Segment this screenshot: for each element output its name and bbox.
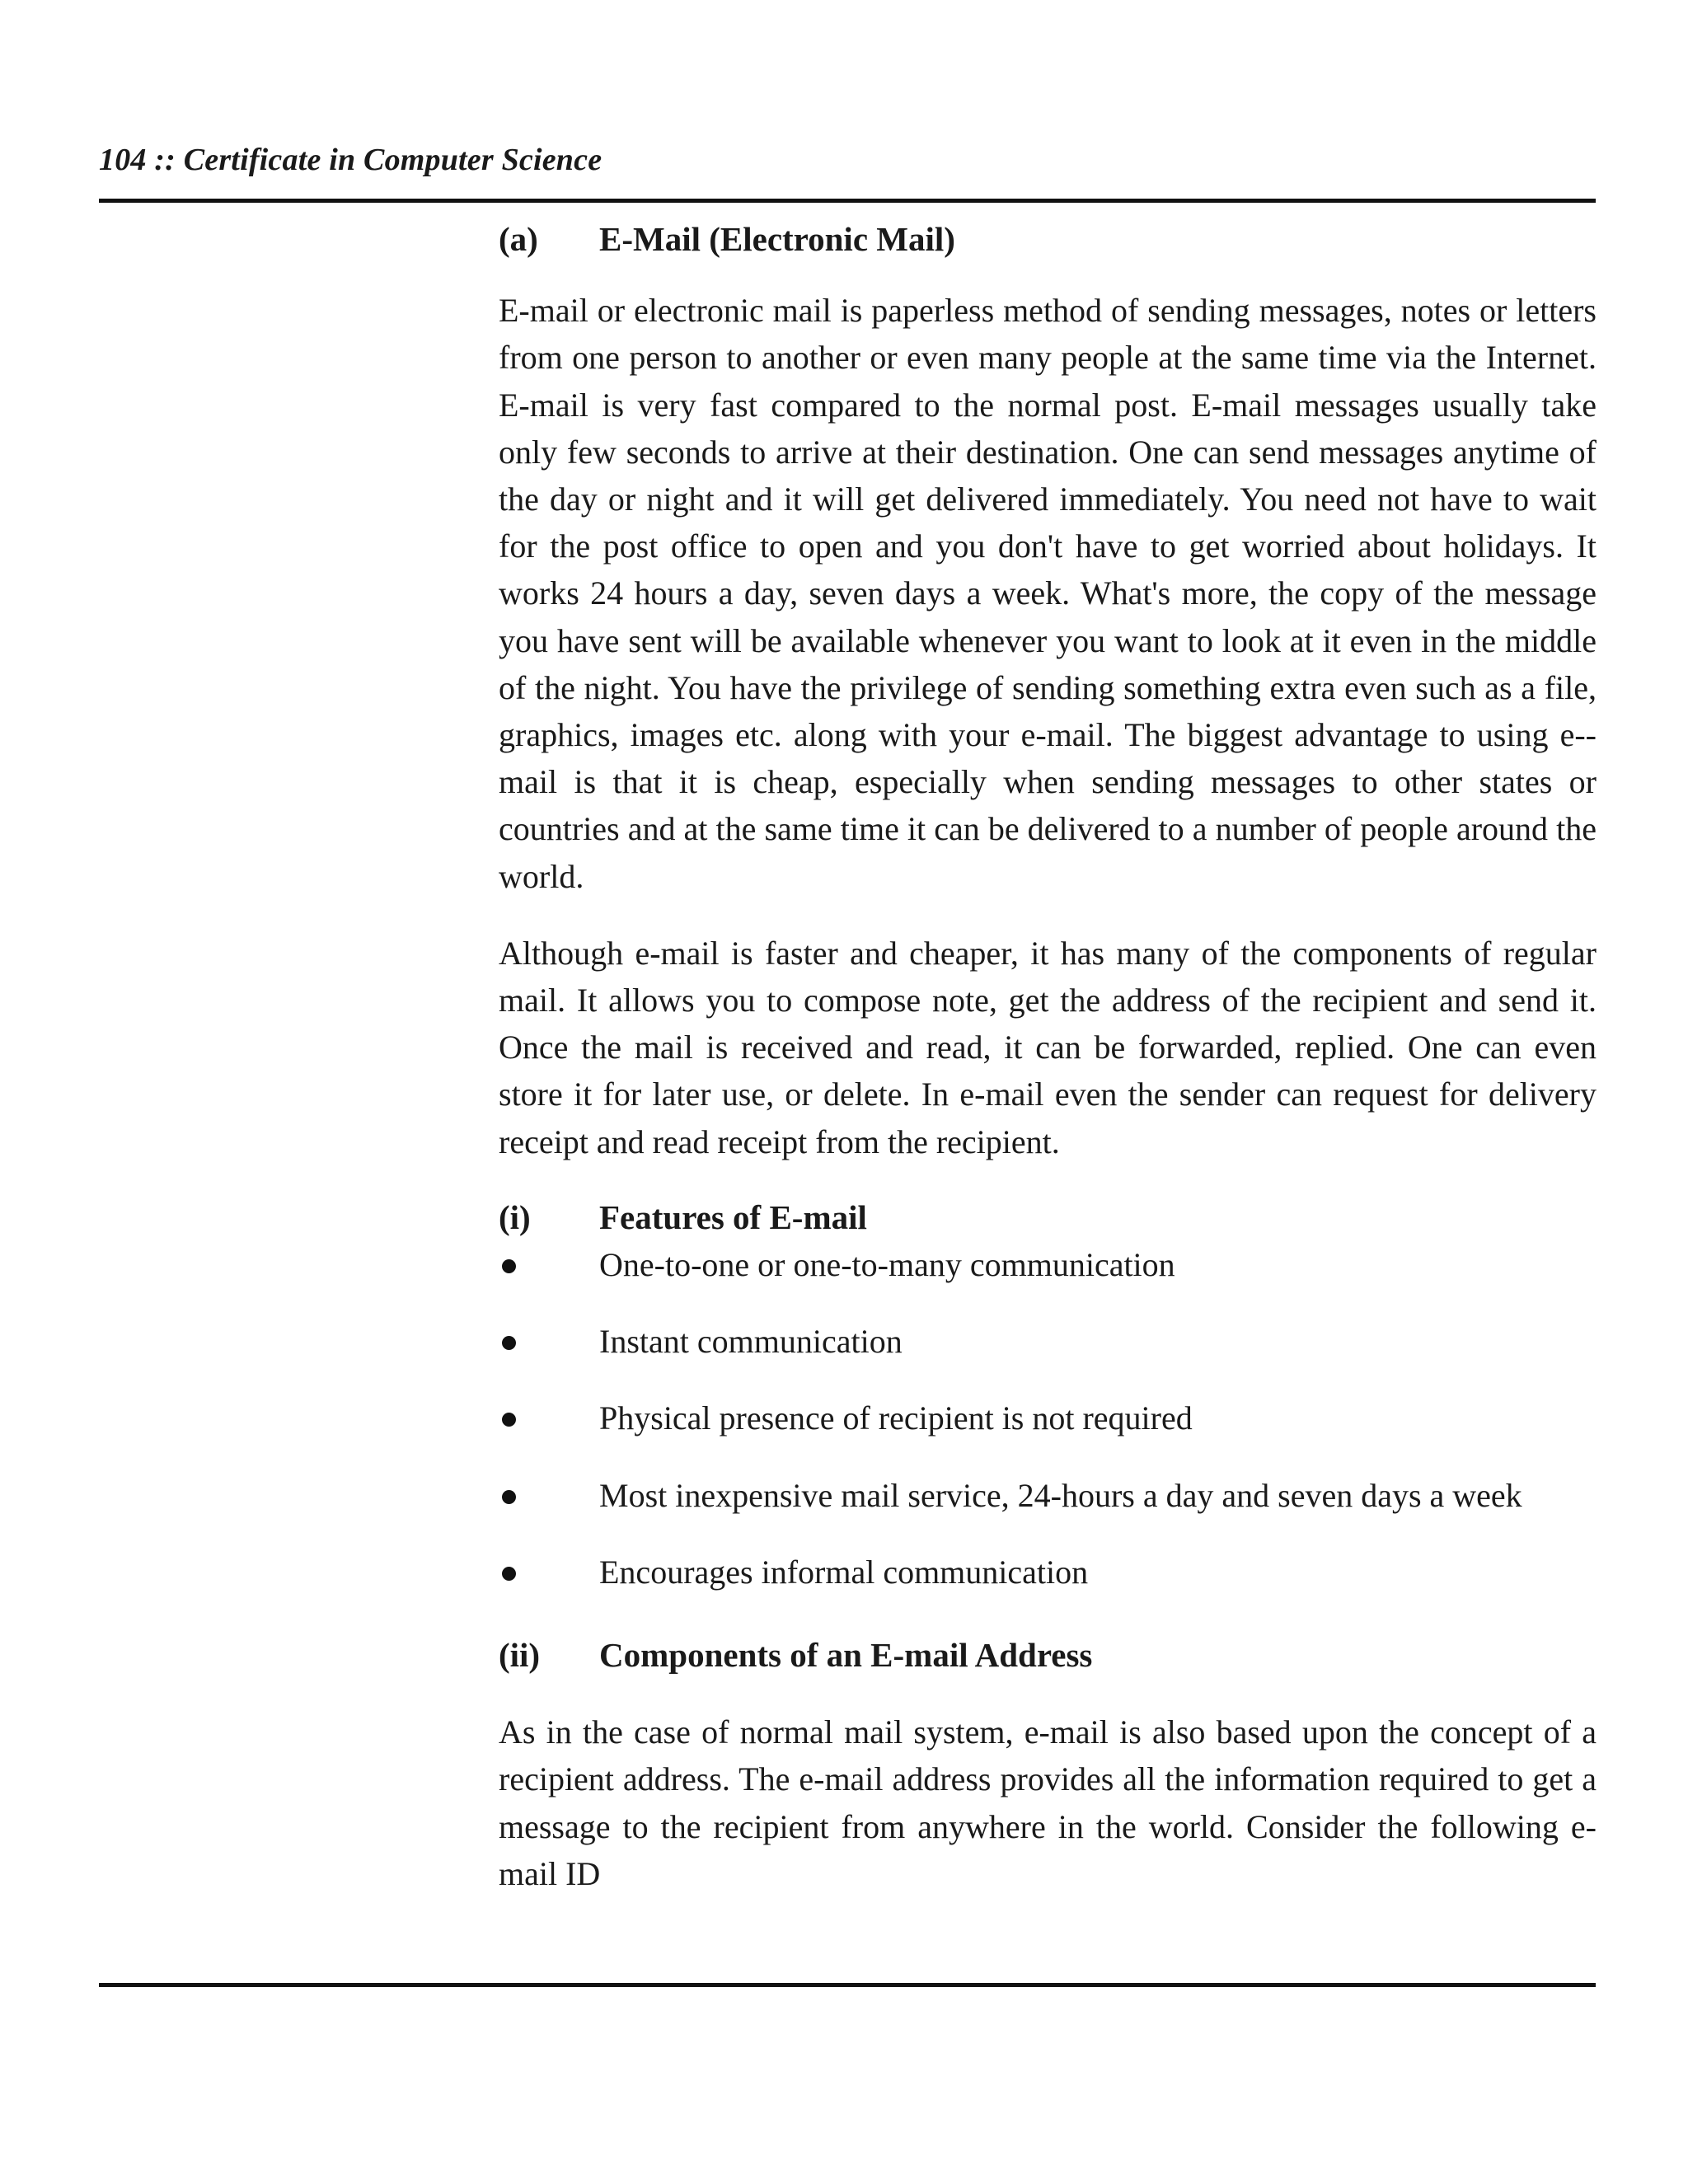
list-item-text: Most inexpensive mail service, 24-hours a day and seven days a week: [599, 1476, 1522, 1514]
list-item: [499, 1394, 1597, 1441]
paragraph-email-components: Although e-mail is faster and cheaper, it has many of the components of regular mail. It allows you to compose note, get the address of the recipient and send it. Once the mail is received and read, it can be forwarded, replied. One can even store it for later use, or delete. In e-mail even the sender can request for delivery receipt and read receipt from the recipient.: [499, 934, 1597, 1160]
list-item: [499, 1472, 1597, 1519]
list-item-text: Encourages informal communication: [599, 1553, 1089, 1591]
features-list: [499, 1241, 1597, 1596]
bullet-icon: [499, 1241, 599, 1288]
list-item: [499, 1241, 1597, 1288]
header-rule: [99, 199, 1596, 203]
bullet-icon: [499, 1394, 599, 1441]
subsection-heading-components: [499, 1632, 1597, 1679]
running-header: 104 :: Certificate in Computer Science: [99, 143, 603, 177]
section-title: E-Mail (Electronic Mail): [599, 220, 955, 258]
list-item-text: One-to-one or one-to-many communication: [599, 1246, 1175, 1284]
bullet-icon: [499, 1318, 599, 1365]
paragraph-email-intro: E-mail or electronic mail is paperless method of sending messages, notes or letters from one person to another or even many people at the same time via the Internet. E-mail is very fast compared to the normal post. E-mail messages usually take only few seconds to arrive at their destination. One can send messages anytime of the day or night and it will get delivered immediately. You need not have to wait for the post office to open and you don't have to get worried about holidays. It works 24 hours a day, seven days a week. What's more, the copy of the message you have sent will be available whenever you want to look at it even in the middle of the night. You have the privilege of sending something extra even such as a file, graphics, images etc. along with your e-mail. The biggest advantage to using e--mail is that it is cheap, especially when sending messages to other states or countries and at the same time it can be delivered to a number of people around the world.: [499, 292, 1597, 895]
footer-rule: [99, 1983, 1596, 1987]
list-item: [499, 1318, 1597, 1365]
list-item: [499, 1549, 1597, 1596]
subsection-number-features: (i): [499, 1197, 531, 1236]
section-heading-email: [499, 216, 1597, 263]
section-number: (a): [499, 220, 538, 258]
subsection-heading-features: [499, 1194, 1597, 1241]
page-content: [499, 216, 1597, 1897]
paragraph-email-address: As in the case of normal mail system, e-mail is also based upon the concept of a recipient address. The e-mail address provides all the information required to get a message to the recipient from anywhere in the world. Consider the following e-mail ID: [499, 1713, 1597, 1892]
subsection-title-features: Features of E-mail: [599, 1197, 867, 1236]
bullet-icon: [499, 1549, 599, 1596]
subsection-title-components: Components of an E-mail Address: [599, 1636, 1093, 1675]
bullet-icon: [499, 1472, 599, 1519]
list-item-text: Instant communication: [599, 1323, 903, 1361]
list-item-text: Physical presence of recipient is not required: [599, 1399, 1193, 1437]
subsection-number-components: (ii): [499, 1636, 541, 1675]
